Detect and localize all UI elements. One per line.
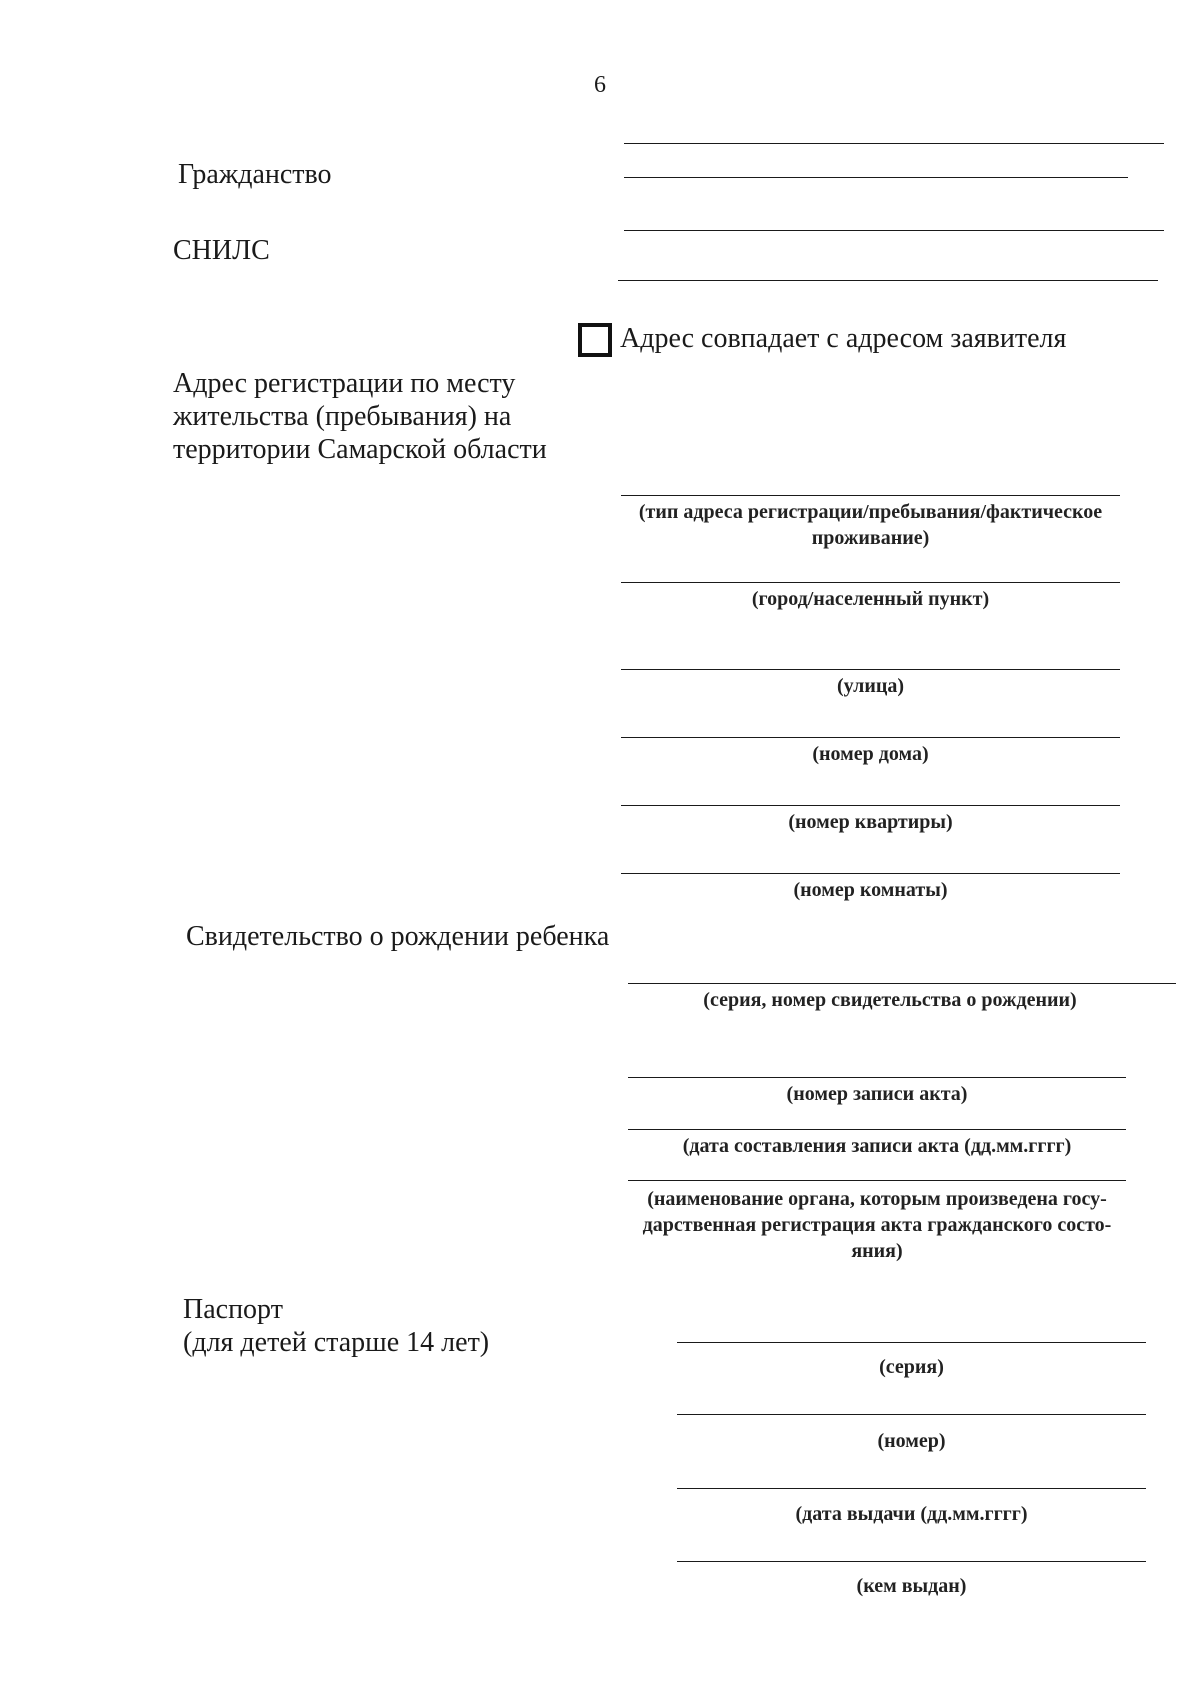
house-caption: (номер дома) — [812, 743, 929, 765]
record-number-field[interactable] — [628, 1077, 1126, 1078]
city-field[interactable] — [621, 582, 1120, 583]
citizenship-label: Гражданство — [178, 159, 332, 190]
street-caption: (улица) — [836, 675, 905, 697]
city-caption: (город/населенный пункт) — [751, 588, 990, 610]
passport-series-field[interactable] — [677, 1342, 1146, 1343]
registration-authority-caption-line-3: яния) — [851, 1240, 903, 1262]
passport-label: Паспорт — [183, 1294, 283, 1325]
passport-issue-date-caption: (дата выдачи (дд.мм.гггг) — [795, 1503, 1028, 1525]
passport-issued-by-caption: (кем выдан) — [856, 1575, 967, 1597]
birth-certificate-label: Свидетельство о рождении ребенка — [186, 921, 610, 952]
record-date-caption: (дата составления записи акта (дд.мм.гггг) — [682, 1135, 1072, 1157]
passport-number-field[interactable] — [677, 1414, 1146, 1415]
passport-number-caption: (номер) — [877, 1430, 946, 1452]
address-type-caption-line-1: (тип адреса регистрации/пребывания/фактическое — [638, 501, 1103, 523]
same-address-label[interactable]: Адрес совпадает с адресом заявителя — [620, 323, 1067, 354]
passport-issue-date-field[interactable] — [677, 1488, 1146, 1489]
certificate-series-number-caption: (серия, номер свидетельства о рождении) — [703, 989, 1077, 1011]
room-field[interactable] — [621, 873, 1120, 874]
address-type-caption-line-2: проживание) — [811, 527, 930, 549]
page-number: 6 — [594, 72, 606, 98]
snils-field[interactable] — [618, 280, 1158, 281]
address-label-line-1: Адрес регистрации по месту — [173, 368, 516, 399]
apartment-field[interactable] — [621, 805, 1120, 806]
registration-authority-field[interactable] — [628, 1180, 1126, 1181]
apartment-caption: (номер квартиры) — [788, 811, 953, 833]
passport-issued-by-field[interactable] — [677, 1561, 1146, 1562]
passport-note: (для детей старше 14 лет) — [183, 1327, 490, 1358]
address-label-line-2: жительства (пребывания) на — [173, 401, 512, 432]
street-field[interactable] — [621, 669, 1120, 670]
address-type-field[interactable] — [621, 495, 1120, 496]
passport-series-caption: (серия) — [879, 1356, 944, 1378]
snils-upper-field[interactable] — [624, 230, 1164, 231]
certificate-series-number-field[interactable] — [628, 983, 1176, 984]
record-number-caption: (номер записи акта) — [786, 1083, 968, 1105]
room-caption: (номер комнаты) — [793, 879, 948, 901]
record-date-field[interactable] — [628, 1129, 1126, 1130]
registration-authority-caption-line-1: (наименование органа, которым произведена госу- — [647, 1188, 1107, 1210]
citizenship-field[interactable] — [624, 177, 1128, 178]
snils-label: СНИЛС — [173, 235, 270, 266]
address-label-line-3: территории Самарской области — [173, 434, 547, 465]
top-blank-line[interactable] — [624, 143, 1164, 144]
house-field[interactable] — [621, 737, 1120, 738]
registration-authority-caption-line-2: дарственная регистрация акта гражданского состо- — [642, 1214, 1112, 1236]
same-address-checkbox[interactable] — [578, 323, 612, 357]
